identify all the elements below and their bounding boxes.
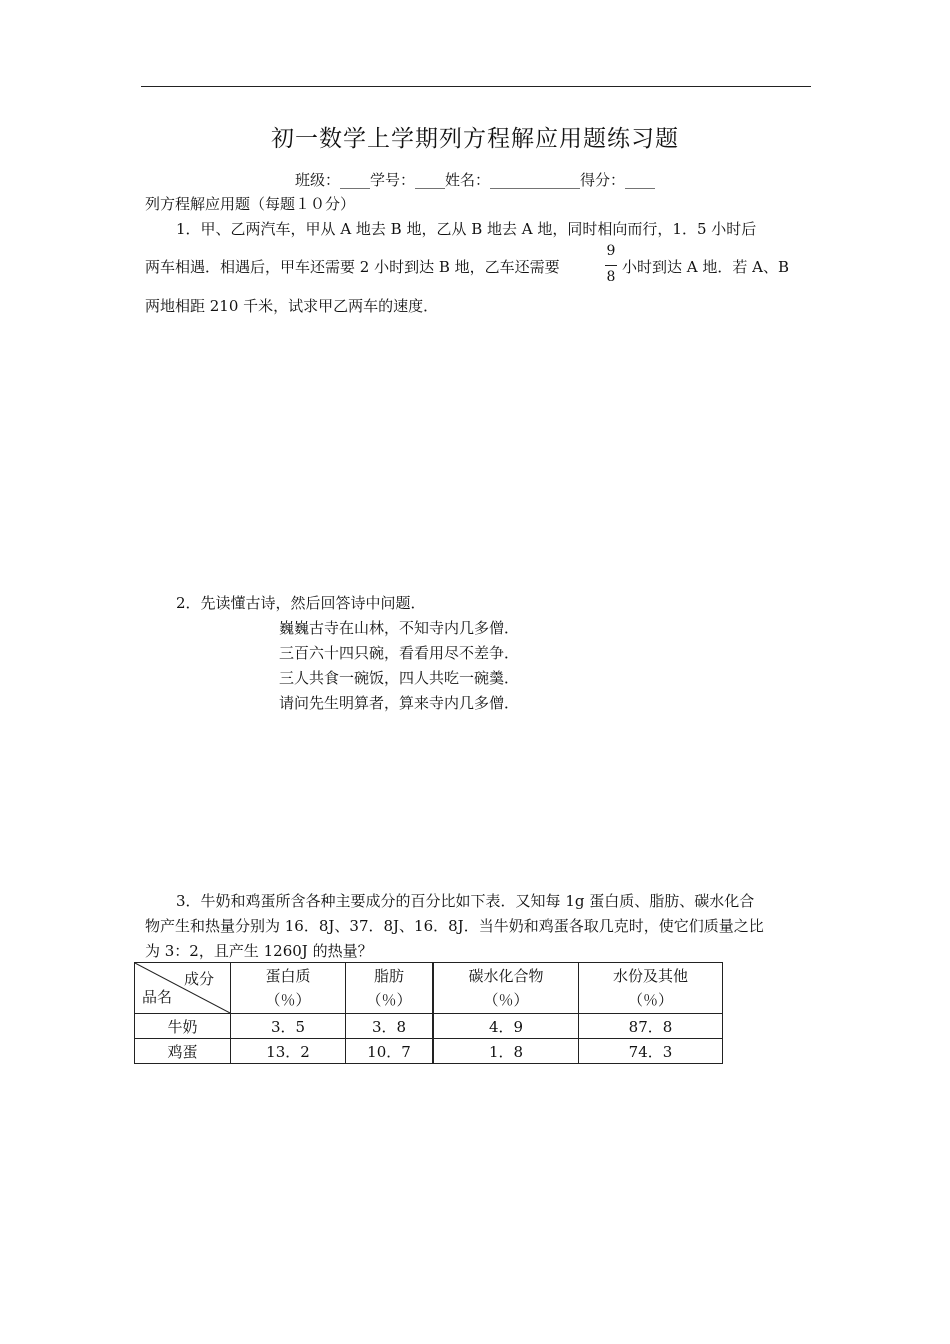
section-heading: 列方程解应用题（每题１０分） [145, 195, 356, 213]
student-info-line: 班级：____学号：____姓名：____________得分：____ [294, 171, 655, 189]
table-header-row [135, 963, 723, 1014]
q1-fraction-numerator: 9 [606, 243, 616, 259]
q1-line2-after: 小时到达 A 地．若 A、B [622, 258, 789, 276]
q3-line2: 物产生和热量分别为 16．8J、37．8J、16．8J．当牛奶和鸡蛋各取几克时，使它们质量之比 [145, 917, 764, 935]
q2-intro: 2．先读懂古诗，然后回答诗中问题． [176, 594, 426, 612]
q1-fraction-denominator: 8 [606, 269, 616, 285]
table-cell: 3．5 [231, 1014, 346, 1039]
page-title: 初一数学上学期列方程解应用题练习题 [271, 126, 679, 152]
table-cell: 10．7 [346, 1039, 434, 1064]
column-unit: （％） [265, 991, 311, 1009]
q1-fraction-bar [605, 265, 617, 266]
column-name: 脂肪 [373, 967, 404, 985]
q3-line3: 为 3：2，且产生 1260J 的热量？ [145, 942, 373, 960]
column-name: 碳水化合物 [468, 967, 544, 985]
table-header-cell [231, 963, 346, 1014]
q1-line1: 1．甲、乙两汽车，甲从 A 地去 B 地，乙从 B 地去 A 地，同时相向而行，1．5 小时后 [176, 220, 757, 238]
table-header-cell [579, 963, 723, 1014]
table-header-cell [433, 963, 579, 1014]
column-unit: （％） [366, 991, 412, 1009]
q1-line3: 两地相距 210 千米，试求甲乙两车的速度． [145, 297, 439, 315]
column-unit: （％） [627, 991, 673, 1009]
q3-line1: 3．牛奶和鸡蛋所含各种主要成分的百分比如下表．又知每 1g 蛋白质、脂肪、碳水化合 [176, 892, 755, 910]
column-unit: （％） [483, 991, 529, 1009]
corner-label-item: 品名 [142, 988, 173, 1006]
table-header-cell [346, 963, 434, 1014]
corner-label-component: 成分 [183, 970, 214, 988]
column-name: 蛋白质 [265, 967, 311, 985]
row-label: 牛奶 [135, 1014, 231, 1039]
column-name: 水份及其他 [612, 967, 688, 985]
table-cell: 4．9 [433, 1014, 579, 1039]
header-rule [141, 86, 811, 87]
table-row [135, 1014, 723, 1039]
table-corner-cell [135, 963, 231, 1014]
q1-line2-before: 两车相遇．相遇后，甲车还需要 2 小时到达 B 地，乙车还需要 [145, 258, 560, 276]
table-cell: 74．3 [579, 1039, 723, 1064]
q2-poem-line: 请问先生明算者，算来寺内几多僧． [279, 694, 520, 712]
row-label: 鸡蛋 [135, 1039, 231, 1064]
q2-poem-line: 三百六十四只碗，看看用尽不差争． [279, 644, 520, 662]
table-cell: 87．8 [579, 1014, 723, 1039]
q2-poem-line: 巍巍古寺在山林，不知寺内几多僧． [279, 619, 520, 637]
table-cell: 3．8 [346, 1014, 434, 1039]
table-cell: 13．2 [231, 1039, 346, 1064]
table-cell: 1．8 [433, 1039, 579, 1064]
table-row [135, 1039, 723, 1064]
nutrition-table [134, 962, 723, 1064]
q2-poem-line: 三人共食一碗饭，四人共吃一碗羹． [279, 669, 520, 687]
